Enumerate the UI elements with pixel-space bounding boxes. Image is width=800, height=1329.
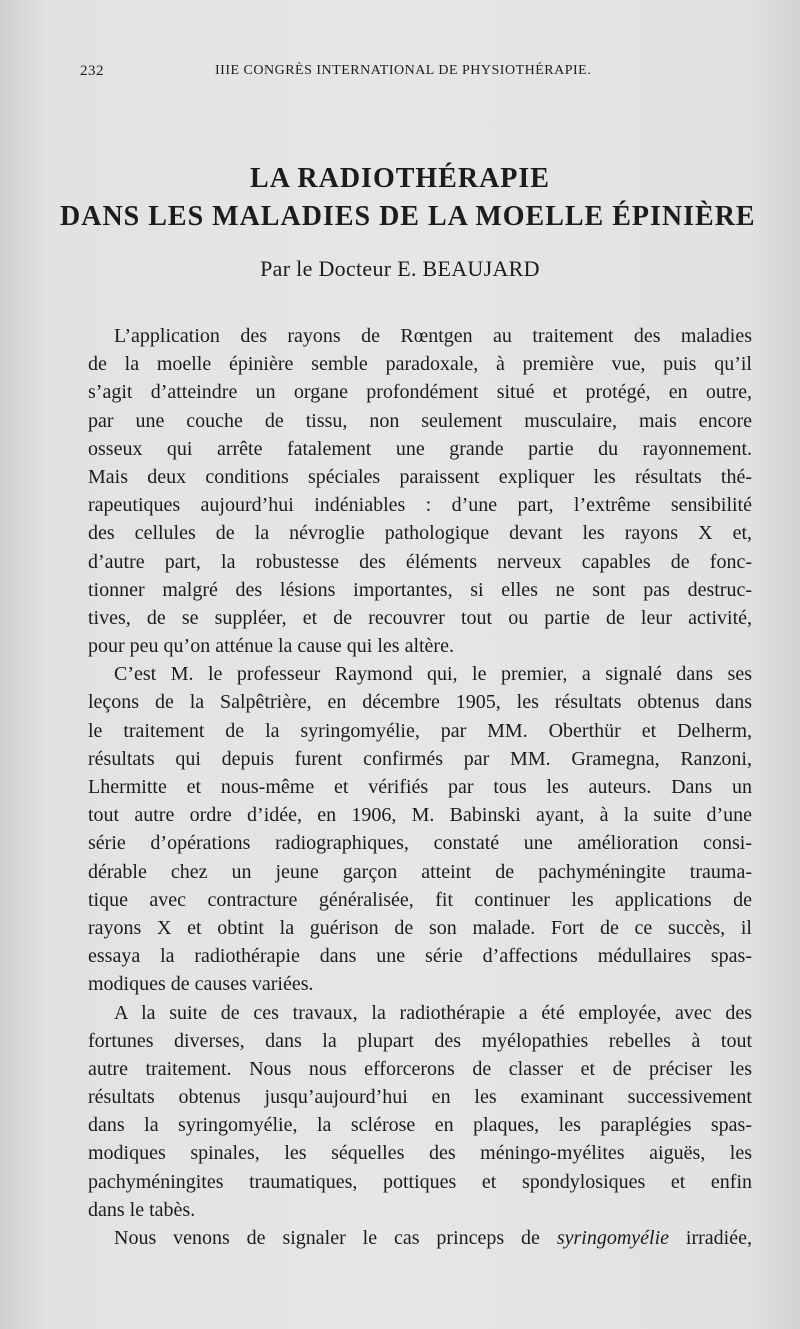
text-line: d’autre part, la robustesse des éléments nerveux capables de fonc-: [88, 550, 752, 573]
text-line: tique avec contracture généralisée, fit continuer les applications de: [88, 888, 752, 911]
text-line: A la suite de ces travaux, la radiothérapie a été employée, avec des: [114, 1001, 752, 1024]
text-line: tout autre ordre d’idée, en 1906, M. Babinski ayant, à la suite d’une: [88, 804, 752, 827]
article-title-line: DANS LES MALADIES DE LA MOELLE ÉPINIÈRE: [60, 201, 756, 232]
text-line: série d’opérations radiographiques, constaté une amélioration consi-: [88, 832, 752, 855]
text-line: leçons de la Salpêtrière, en décembre 1905, les résultats obtenus dans: [88, 691, 752, 714]
text-line: C’est M. le professeur Raymond qui, le premier, a signalé dans ses: [114, 663, 752, 686]
text-line: tionner malgré des lésions importantes, si elles ne sont pas destruc-: [88, 578, 752, 601]
running-head: [80, 63, 740, 85]
text-line: osseux qui arrête fatalement une grande partie du rayonnement.: [88, 437, 752, 460]
text-run: irradiée,: [669, 1227, 752, 1249]
text-line: fortunes diverses, dans la plupart des myélopathies rebelles à tout: [88, 1029, 752, 1052]
paragraph: [88, 1224, 752, 1252]
text-line: dérable chez un jeune garçon atteint de pachyméningite trauma-: [88, 860, 752, 883]
text-line: dans le tabès.: [88, 1198, 196, 1221]
text-line: s’agit d’atteindre un organe profondément situé et protégé, en outre,: [88, 381, 752, 404]
text-line: pour peu qu’on atténue la cause qui les altère.: [88, 635, 454, 658]
article-byline: Par le Docteur E. BEAUJARD: [260, 256, 540, 281]
text-line: de la moelle épinière semble paradoxale, à première vue, puis qu’il: [88, 353, 752, 376]
paragraph: [88, 660, 752, 998]
page-number: 232: [80, 63, 104, 79]
text-line: des cellules de la névroglie pathologique devant les rayons X et,: [88, 522, 752, 545]
text-line: dans la syringomyélie, la sclérose en plaques, les paraplégies spas-: [88, 1114, 752, 1137]
text-line: Mais deux conditions spéciales paraissent expliquer les résultats thé-: [88, 465, 752, 488]
text-line: par une couche de tissu, non seulement musculaire, mais encore: [88, 409, 752, 432]
text-line: modiques de causes variées.: [88, 973, 314, 996]
text-line: [88, 1224, 752, 1252]
text-run: Nous venons de signaler le cas princeps de: [114, 1227, 557, 1249]
italic-term: syringomyélie: [556, 1227, 670, 1249]
running-head-title: IIIE CONGRÈS INTERNATIONAL DE PHYSIOTHÉRAPIE.: [215, 63, 592, 78]
text-line: résultats qui depuis furent confirmés par MM. Gramegna, Ranzoni,: [88, 747, 752, 770]
text-line: tives, de se suppléer, et de recouvrer tout ou partie de leur activité,: [88, 606, 752, 629]
paragraph: [88, 999, 752, 1225]
text-line: le traitement de la syringomyélie, par MM. Oberthür et Delherm,: [88, 719, 752, 742]
text-line: L’application des rayons de Rœntgen au traitement des maladies: [114, 325, 752, 347]
text-line: rapeutiques aujourd’hui indéniables : d’une part, l’extrême sensibilité: [88, 494, 752, 517]
text-line: Lhermitte et nous-même et vérifiés par tous les auteurs. Dans un: [88, 776, 752, 798]
text-line: résultats obtenus jusqu’aujourd’hui en les examinant successivement: [88, 1086, 752, 1109]
paragraph: [88, 322, 752, 660]
text-line: essaya la radiothérapie dans une série d’affections médullaires spas-: [88, 945, 752, 968]
text-line: autre traitement. Nous nous efforcerons de classer et de préciser les: [88, 1057, 752, 1080]
article-title-line: LA RADIOTHÉRAPIE: [250, 163, 550, 194]
text-line: rayons X et obtint la guérison de son malade. Fort de ce succès, il: [88, 916, 752, 939]
text-line: pachyméningites traumatiques, pottiques et spondylosiques et enfin: [88, 1170, 752, 1193]
article-title: [60, 160, 756, 236]
text-line: modiques spinales, les séquelles des méningo-myélites aiguës, les: [88, 1142, 752, 1165]
article-body: [88, 322, 752, 1252]
